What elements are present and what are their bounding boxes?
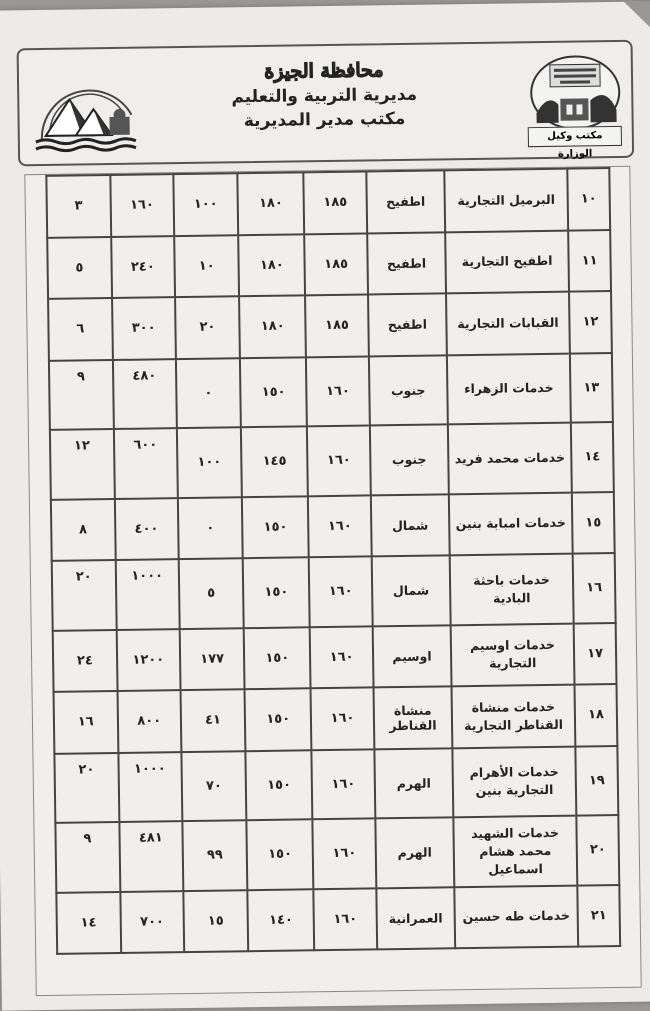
value-cell: ٨ [51, 499, 115, 561]
value-cell: ١٠٠ [177, 427, 242, 497]
school-name: خدمات اوسيم التجارية [451, 623, 575, 686]
value-cell: ٤١ [180, 689, 245, 751]
row-number: ١٨ [575, 684, 618, 746]
school-name: خدمات الأهرام التجارية بنين [452, 746, 576, 817]
value-cell: ١٨٠ [238, 172, 305, 234]
value-cell: ١٥ [183, 890, 248, 952]
value-cell: ١٦٠ [310, 626, 373, 688]
table-row [48, 291, 612, 360]
district-name: شمال [371, 494, 450, 557]
value-cell: ٩ [55, 822, 120, 892]
district-name: اطفيح [367, 232, 446, 295]
value-cell: ١٨٠ [238, 234, 305, 296]
value-cell: ١٦٠ [313, 818, 376, 888]
row-number: ١٩ [575, 746, 618, 816]
school-name: اطفيح التجارية [445, 230, 569, 293]
value-cell: ١٥٠ [245, 688, 312, 750]
school-name: خدمات امبابة بنين [449, 492, 573, 555]
office-title: مكتب مدير المديرية [243, 108, 406, 132]
folded-corner [624, 1, 650, 42]
district-name: جنوب [370, 424, 449, 495]
value-cell: ٩ [49, 360, 114, 430]
schools-table [45, 167, 621, 955]
value-cell: ١٦٠ [314, 888, 377, 950]
table-frame [24, 166, 641, 996]
school-name: خدمات منشاة القناطر التجارية [451, 685, 575, 748]
directorate-title: مديرية التربية والتعليم [231, 84, 418, 108]
value-cell: ٧٠٠ [120, 891, 184, 953]
value-cell: ١٦٠ [308, 495, 371, 557]
value-cell: ٢٠ [52, 560, 117, 630]
value-cell: ٣٠٠ [112, 297, 176, 359]
pyramids-logo-icon [31, 69, 142, 161]
row-number: ١١ [568, 230, 611, 292]
district-name: جنوب [369, 355, 448, 426]
value-cell: ٠ [176, 358, 241, 428]
row-number: ١٦ [573, 553, 616, 623]
value-cell: ١٦٠ [306, 356, 369, 426]
row-number: ٢١ [577, 884, 620, 946]
table-row [49, 353, 613, 430]
row-number: ١٠ [567, 168, 610, 230]
school-name: خدمات محمد فريد [448, 423, 572, 494]
value-cell: ١٥٠ [244, 627, 311, 689]
table-row [52, 553, 616, 630]
value-cell: ١٠٠ [173, 173, 238, 235]
value-cell: ٤٨٠ [112, 359, 176, 429]
table-row [54, 684, 618, 753]
table-row [53, 623, 617, 692]
row-number: ١٢ [569, 291, 612, 353]
value-cell: ١٦٠ [309, 556, 372, 626]
district-name: الهرم [374, 748, 453, 819]
school-name: خدمات الشهيد محمد هشام اسماعيل [453, 816, 577, 887]
school-name: البرميل التجارية [444, 169, 568, 232]
school-name: خدمات باحثة البادية [450, 554, 574, 625]
district-name: العمرانية [376, 887, 455, 950]
district-name: اوسيم [372, 625, 451, 688]
school-name: خدمات الزهراء [447, 353, 571, 424]
value-cell: ٣ [46, 175, 110, 237]
value-cell: ٧٠ [181, 751, 246, 821]
value-cell: ٢٠ [175, 296, 240, 358]
row-number: ١٣ [570, 353, 613, 423]
value-cell: ٢٠ [54, 752, 119, 822]
value-cell: ١٨٥ [305, 294, 368, 356]
value-cell: ١٨٠ [239, 295, 306, 357]
district-name: منشاة القناطر [373, 686, 452, 749]
table-row [55, 815, 619, 892]
district-name: اطفيح [366, 170, 445, 233]
value-cell: ١٢٠٠ [116, 629, 180, 691]
value-cell: ١٥٠ [242, 496, 309, 558]
document-sheet [0, 1, 650, 1010]
value-cell: ٤٨١ [119, 821, 183, 891]
value-cell: ١٤٥ [241, 426, 308, 496]
value-cell: ١٤ [56, 891, 120, 953]
table-row [54, 746, 618, 823]
value-cell: ٢٤٠ [111, 236, 175, 298]
value-cell: ٤٠٠ [114, 498, 178, 560]
value-cell: ١٦٠ [312, 749, 375, 819]
table-row [56, 884, 620, 953]
value-cell: ١٥٠ [246, 750, 313, 820]
row-number: ١٤ [571, 422, 614, 492]
value-cell: ١٦٠ [307, 425, 370, 495]
value-cell: ١٠ [174, 235, 239, 297]
value-cell: ٦ [48, 298, 112, 360]
letterhead-text [199, 58, 450, 131]
table-row [46, 168, 610, 237]
value-cell: ١٦ [54, 691, 118, 753]
row-number: ٢٠ [576, 815, 619, 885]
district-name: اطفيح [368, 293, 447, 356]
district-name: الهرم [375, 817, 454, 888]
value-cell: ١٦٠ [110, 174, 174, 236]
value-cell: ١٥٠ [247, 819, 314, 889]
governorate-title: محافظة الجيزة [264, 59, 384, 83]
value-cell: ١٦٠ [311, 687, 374, 749]
school-name: القبابات التجارية [446, 292, 570, 355]
value-cell: ١٢ [50, 429, 115, 499]
value-cell: ٨٠٠ [117, 690, 181, 752]
row-number: ١٧ [574, 623, 617, 685]
value-cell: ٥ [179, 558, 244, 628]
value-cell: ٢٤ [53, 629, 117, 691]
table-row [51, 492, 615, 561]
letterhead [17, 40, 635, 167]
value-cell: ١٠٠٠ [118, 752, 182, 822]
value-cell: ٠ [178, 497, 243, 559]
value-cell: ٩٩ [182, 820, 247, 890]
logo-caption: مكتب وكيل الوزارة [528, 126, 622, 147]
value-cell: ٥ [47, 237, 111, 299]
value-cell: ١٨٥ [304, 171, 367, 233]
table-row [50, 422, 614, 499]
district-name: شمال [372, 555, 451, 626]
value-cell: ١٠٠٠ [115, 559, 179, 629]
value-cell: ٦٠٠ [113, 428, 177, 498]
value-cell: ١٨٥ [304, 233, 367, 295]
school-name: خدمات طه حسين [454, 885, 578, 948]
value-cell: ١٥٠ [240, 357, 307, 427]
row-number: ١٥ [572, 492, 615, 554]
value-cell: ١٥٠ [243, 557, 310, 627]
value-cell: ١٤٠ [248, 889, 315, 951]
table-row [47, 230, 611, 299]
value-cell: ١٧٧ [180, 628, 245, 690]
